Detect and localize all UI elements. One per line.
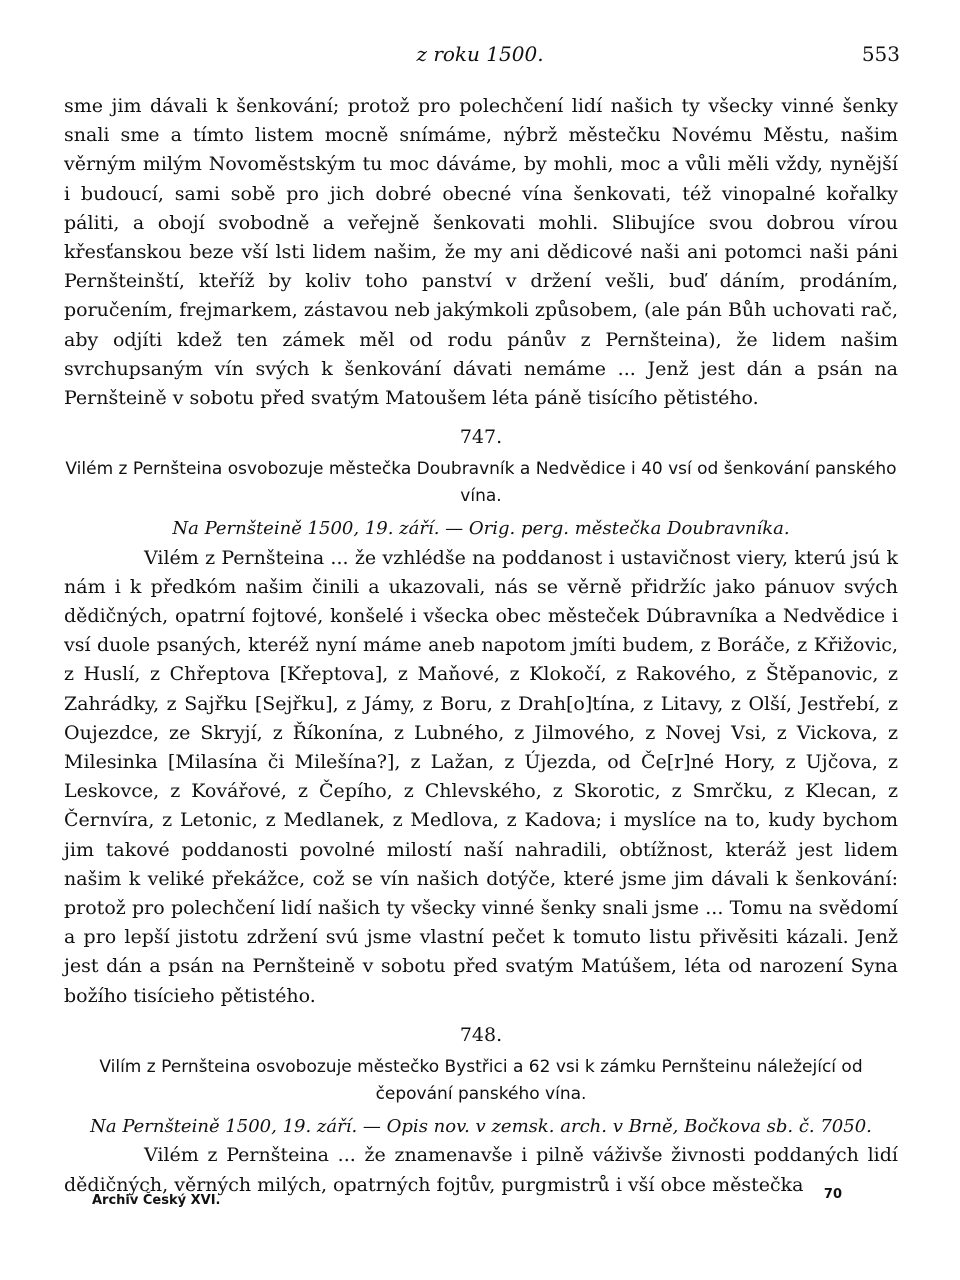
page-number: 553 bbox=[861, 42, 900, 66]
charter-text: Vilém z Pernšteina ... že znamenavše i pilně váživše živnosti poddaných lidí dědičných, věrných milých, opatrných fojtův, purgmistrů i vší obce městečka bbox=[64, 1144, 898, 1196]
charter-number: 748. bbox=[459, 1023, 503, 1046]
running-head bbox=[60, 42, 900, 74]
sheet-number: 70 bbox=[823, 1187, 842, 1202]
page-footer bbox=[92, 1187, 842, 1217]
continuation-paragraph: sme jim dávali k šenkování; protož pro polechčení lidí našich ty všecky vinné šenky snali sme a tímto listem mocně snímáme, nýbrž městečku Novému Městu, našim věrným milým Novoměstským tu moc dáváme, by mohli, moc a vůli měli vždy, nynější i budoucí, sami sobě pro jich dobré obecné vína šenkovati, též vinopalné kořalky páliti, a obojí svobodně a veřejně šenkovati mohli. Slibujíce svou dobrou vírou křesťanskou beze vší lsti lidem našim, že my ani dědicové naši ani potomci naši páni Pernšteinští, kteříž by koliv toho panství v držení vešli, buď dáním, prodáním, poručením, frejmarkem, zástavou neb jakýmkoli způsobem, (ale pán Bůh uchovati rač, aby odjíti kdež ten zámek měl od rodu pánův z Pernšteina), že lidem našim svrchupsaným vín svých k šenkování dávati nemáme ... Jenž jest dán a psán na Pernšteině v sobotu před svatým Matoušem léta páně tisícího pětistého. bbox=[64, 95, 898, 410]
charter-source: Na Pernšteině 1500, 19. září. — Orig. perg. městečka Doubravníka. bbox=[172, 518, 790, 540]
footer-signature: Archiv Český XVI. bbox=[92, 1193, 221, 1208]
body-text bbox=[64, 92, 898, 1200]
charter-text: Vilém z Pernšteina ... že vzhlédše na poddanost i ustavičnost viery, kterú jsú k nám i k předkóm našim činili a ukazovali, nás se věrně přidržíc jako pánuov svých dědičných, opatrní fojtové, konšelé i všecka obec městeček Dúbravníka a Nedvědice i vsí duole psaných, kteréž nyní máme aneb napotom jmíti budem, z Boráče, z Křižovic, z Huslí, z Chřeptova [Křeptova], z Maňové, z Klokočí, z Rakového, z Štěpanovic, z Zahrádky, z Sajřku [Sejřku], z Jámy, z Boru, z Drah[o]tína, z Litavy, z Olší, Jestřebí, z Oujezdce, ze Skryjí, z Říkonína, z Lubného, z Jilmového, z Novej Vsi, z Vickova, z Milesinka [Milasína či Milešína?], z Lažan, z Újezda, od Če[r]né Hory, z Ujčova, z Leskovce, z Kovářové, z Čepího, z Chlevského, z Skorotic, z Smrčku, z Klecan, z Černvíra, z Letonic, z Medlanek, z Medlova, z Kadova; i myslíce na to, kudy bychom jim takové poddanosti povolné milostí naší nahradili, obtížnost, kteráž jest lidem našim k veliké překážce, což se vín našich dotýče, které jsme jim dávali k šenkování: protož pro polechčení lidí našich ty všecky vinné šenky snali jsme ... Tomu na svědomí a pro lepší jistotu zdržení svú jsme vlastní pečet k tomuto listu přivěsiti kázali. Jenž jest dán a psán na Pernšteině v sobotu před svatým Matúšem, léta od narození Syna božího tisícieho pětistého. bbox=[64, 546, 898, 1007]
running-title: z roku 1500. bbox=[416, 42, 544, 66]
charter-regest: Vilím z Pernšteina osvobozuje městečko Bystřici a 62 vsi k zámku Pernšteinu náležející od čepování panského vína. bbox=[99, 1057, 863, 1105]
charter-number: 747. bbox=[459, 426, 503, 449]
charter-source: Na Pernšteině 1500, 19. září. — Opis nov. v zemsk. arch. v Brně, Bočkova sb. č. 7050. bbox=[90, 1116, 872, 1138]
charter-regest: Vilém z Pernšteina osvobozuje městečka Doubravník a Nedvědice i 40 vsí od šenkování panského vína. bbox=[65, 459, 897, 507]
